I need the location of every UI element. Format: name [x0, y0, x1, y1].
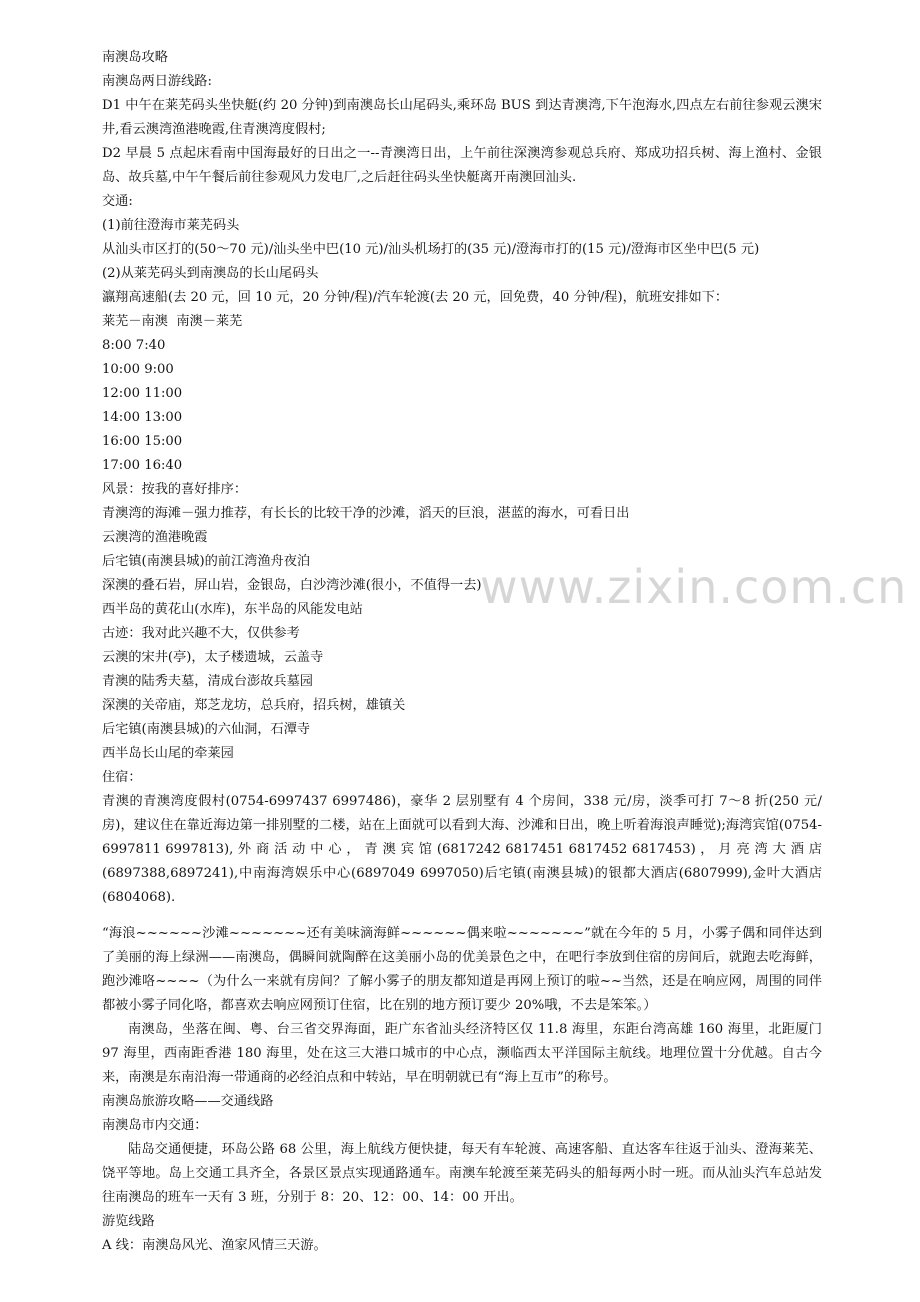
- document-body: [102, 46, 822, 1258]
- scenery-item: 后宅镇(南澳县城)的前江湾渔舟夜泊: [102, 554, 311, 569]
- sites-heading: 古迹：我对此兴趣不大，仅供参考: [102, 626, 300, 641]
- site-item: 西半岛长山尾的牵莱园: [102, 746, 234, 761]
- site-item: 青澳的陆秀夫墓，清成台澎故兵墓园: [102, 674, 313, 689]
- schedule-row: 17:00 16:40: [102, 458, 183, 473]
- scenery-item: 西半岛的黄花山(水库)，东半岛的风能发电站: [102, 602, 363, 617]
- transport-step1-detail: 从汕头市区打的(50～70 元)/汕头坐中巴(10 元)/汕头机场打的(35 元)/澄海市打的(15 元)/澄海市区坐中巴(5 元): [102, 242, 760, 257]
- site-item: 深澳的关帝庙，郑芝龙坊，总兵府，招兵树，雄镇关: [102, 698, 406, 713]
- doc-title: 南澳岛攻略: [102, 50, 168, 65]
- watermark: www.zixin.com.cn: [480, 560, 908, 614]
- transport-step2-heading: (2)从莱芜码头到南澳岛的长山尾码头: [102, 266, 319, 281]
- schedule-row: 16:00 15:00: [102, 434, 183, 449]
- schedule-header: 莱芜－南澳 南澳－莱芜: [102, 314, 243, 329]
- local-transport-text: 陆岛交通便捷，环岛公路 68 公里，海上航线方便快捷，每天有车轮渡、高速客船、直达客车往返于汕头、澄海莱芜、饶平等地。岛上交通工具齐全，各景区景点实现通路通车。南澳车轮渡至莱芜码头的船每两小时一班。而从汕头汽车总站发往南澳岛的班车一天有 3 班，分别于 8：20、12：00、14：00 开出。: [102, 1142, 822, 1205]
- lodging-heading: 住宿：: [102, 770, 142, 785]
- scenery-item: 云澳湾的渔港晚霞: [102, 530, 208, 545]
- lodging-text: 青澳的青澳湾度假村(0754-6997437 6997486)，豪华 2 层别墅有 4 个房间，338 元/房，淡季可打 7～8 折(250 元/房)，建议住在靠近海边第一排别墅的二楼，站在上面就可以看到大海、沙滩和日出，晚上听着海浪声睡觉);海湾宾馆(0754-6997811 6997813), 外 商 活 动 中 心 ， 青 澳 宾 馆 (6817242 6817451 6817452 6817453) ， 月 亮 湾 大 酒 店(6897388,6897241),中南海湾娱乐中心(6897049 6997050)后宅镇(南澳县城)的银都大酒店(6807999),金叶大酒店(6804068).: [102, 794, 822, 905]
- tour-heading: 游览线路: [102, 1214, 155, 1229]
- scenery-item: 深澳的叠石岩，屏山岩，金银岛，白沙湾沙滩(很小，不值得一去): [102, 578, 482, 593]
- guide-heading: 南澳岛旅游攻略——交通线路: [102, 1094, 274, 1109]
- day1-itinerary: D1 中午在莱芜码头坐快艇(约 20 分钟)到南澳岛长山尾码头,乘环岛 BUS 到达青澳湾,下午泡海水,四点左右前往参观云澳宋井,看云澳湾渔港晚霞,住青澳湾度假村;: [102, 98, 822, 137]
- schedule-row: 14:00 13:00: [102, 410, 183, 425]
- schedule-row: 12:00 11:00: [102, 386, 183, 401]
- route-heading: 南澳岛两日游线路:: [102, 74, 212, 89]
- schedule-row: 10:00 9:00: [102, 362, 174, 377]
- transport-step2-detail: 瀛翔高速船(去 20 元，回 10 元，20 分钟/程)/汽车轮渡(去 20 元，回免费，40 分钟/程)，航班安排如下：: [102, 290, 729, 305]
- scenery-heading: 风景：按我的喜好排序：: [102, 482, 248, 497]
- site-item: 后宅镇(南澳县城)的六仙洞，石潭寺: [102, 722, 311, 737]
- story-paragraph: “海浪~~~~~~沙滩~~~~~~~还有美味滴海鲜~~~~~~偶来啦~~~~~~~”就在今年的 5 月，小雾子偶和同伴达到了美丽的海上绿洲——南澳岛，偶瞬间就陶醉在这美丽小岛的优美景色之中，在吧行李放到住宿的房间后，就跑去吃海鲜，跑沙滩咯~~~~（为什么一来就有房间？了解小雾子的朋友都知道是再网上预订的啦~~当然，还是在响应网，周围的同伴都被小雾子同化咯，都喜欢去响应网预订住宿，比在别的地方预订要少 20%哦，不去是笨笨。）: [102, 926, 822, 1013]
- schedule-row: 8:00 7:40: [102, 338, 166, 353]
- transport-heading: 交通:: [102, 194, 133, 209]
- local-transport-heading: 南澳岛市内交通：: [102, 1118, 208, 1133]
- tour-route-a: A 线：南澳岛风光、渔家风情三天游。: [102, 1238, 327, 1253]
- paragraph-gap: [102, 910, 822, 922]
- site-item: 云澳的宋井(亭)，太子楼遗城，云盖寺: [102, 650, 324, 665]
- transport-step1-heading: (1)前往澄海市莱芜码头: [102, 218, 240, 233]
- intro-paragraph: 南澳岛，坐落在闽、粤、台三省交界海面，距广东省汕头经济特区仅 11.8 海里，东距台湾高雄 160 海里，北距厦门 97 海里，西南距香港 180 海里，处在这三大港口城市的中心点，濒临西太平洋国际主航线。地理位置十分优越。自古今来，南澳是东南沿海一带通商的必经泊点和中转站，早在明朝就已有“海上互市”的称号。: [102, 1022, 822, 1085]
- scenery-item: 青澳湾的海滩－强力推荐，有长长的比较干净的沙滩，滔天的巨浪，湛蓝的海水，可看日出: [102, 506, 630, 521]
- day2-itinerary: D2 早晨 5 点起床看南中国海最好的日出之一--青澳湾日出，上午前往深澳湾参观总兵府、郑成功招兵树、海上渔村、金银岛、故兵墓,中午午餐后前往参观风力发电厂,之后赶往码头坐快艇离开南澳回汕头.: [102, 146, 822, 185]
